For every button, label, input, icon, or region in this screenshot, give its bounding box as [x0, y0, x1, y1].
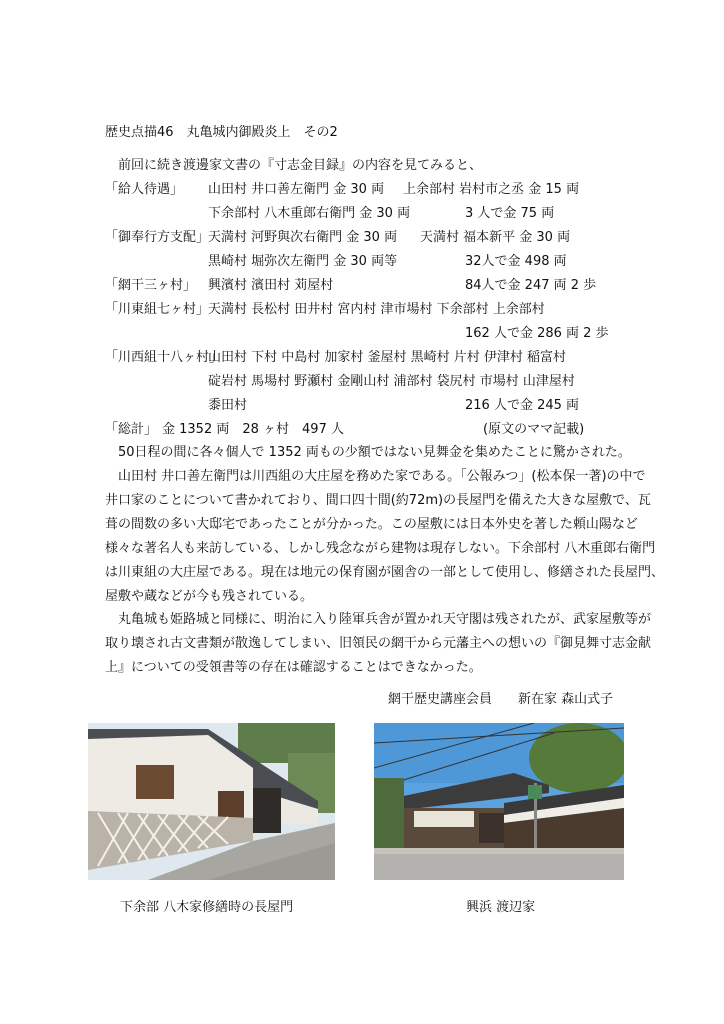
list-entry: 下余部村 八木重郎右衛門 金 30 両	[208, 206, 411, 221]
photo-caption-right: 興浜 渡辺家	[466, 900, 536, 915]
list-entry: 天満村 河野與次右衛門 金 30 両	[208, 230, 398, 245]
category-label: 「川東組七ヶ村」	[105, 302, 210, 317]
body-line: 50日程の間に各々個人で 1352 両もの少額ではない見舞金を集めたことに驚かされた。	[118, 445, 631, 460]
list-entry: 興濱村 濱田村 苅屋村	[208, 278, 334, 293]
list-entry: 山田村 井口善左衛門 金 30 両	[208, 182, 385, 197]
body-line: 様々な著名人も来訪している、しかし残念ながら建物は現存しない。下余部村 八木重郎右衛門	[105, 541, 656, 556]
subtotal: 32人で金 498 両	[465, 254, 567, 269]
body-line: 上』についての受領書等の存在は確認することはできなかった。	[105, 660, 482, 675]
nagayamon-illustration	[88, 723, 335, 880]
subtotal: 84人で金 247 両 2 歩	[465, 278, 597, 293]
subtotal: 162 人で金 286 両 2 歩	[465, 326, 609, 341]
list-entry: 黍田村	[208, 398, 248, 413]
list-entry: 天満村 福本新平 金 30 両	[420, 230, 571, 245]
intro-text: 前回に続き渡邊家文書の『寸志金目録』の内容を見てみると、	[118, 158, 483, 173]
body-line: 丸亀城も姫路城と同様に、明治に入り陸軍兵舎が置かれ天守閣は残されたが、武家屋敷等が	[118, 612, 652, 627]
category-label: 「川西組十八ヶ村」	[105, 350, 223, 365]
photo-watanabe-house	[374, 723, 624, 880]
watanabe-house-illustration	[374, 723, 624, 880]
category-label: 「給人待遇」	[105, 182, 184, 197]
photo-caption-left: 下余部 八木家修繕時の長屋門	[120, 900, 294, 915]
grand-total: 金 1352 両 28 ヶ村 497 人	[162, 422, 344, 437]
author-credit: 網干歴史講座会員 新在家 森山式子	[388, 692, 614, 707]
body-line: 取り壊され古文書類が散逸してしまい、旧領民の網干から元藩主への想いの『御見舞寸志金献	[105, 636, 652, 651]
list-entry: 碇岩村 馬場村 野瀬村 金剛山村 浦部村 袋尻村 市場村 山津屋村	[208, 374, 575, 389]
list-entry: 山田村 下村 中島村 加家村 釜屋村 黒崎村 片村 伊津村 稲富村	[208, 350, 567, 365]
source-note: (原文のママ記載)	[483, 422, 585, 437]
body-line: は川東組の大庄屋である。現在は地元の保育園が園舎の一部として使用し、修繕された長屋門、	[105, 565, 665, 580]
category-label: 「網干三ヶ村」	[105, 278, 197, 293]
body-line: 葺の間数の多い大邸宅であったことが分かった。この屋敷には日本外史を著した頼山陽など	[105, 517, 638, 532]
body-line: 屋敷や蔵などが今も残されている。	[105, 589, 314, 604]
body-line: 山田村 井口善左衛門は川西組の大庄屋を務めた家である。「公報みつ」(松本保一著)の中で	[118, 469, 646, 484]
list-entry: 天満村 長松村 田井村 宮内村 津市場村 下余部村 上余部村	[208, 302, 545, 317]
article-heading: 歴史点描46 丸亀城内御殿炎上 その2	[105, 125, 338, 140]
subtotal: 3 人で金 75 両	[465, 206, 555, 221]
list-entry: 黒崎村 堀弥次左衛門 金 30 両等	[208, 254, 398, 269]
category-label: 「御奉行方支配」	[105, 230, 210, 245]
category-label: 「総計」	[105, 422, 158, 437]
photo-nagayamon	[88, 723, 335, 880]
list-entry: 上余部村 岩村市之丞 金 15 両	[403, 182, 580, 197]
body-line: 井口家のことについて書かれており、間口四十間(約72m)の長屋門を備えた大きな屋敷で、瓦	[105, 493, 651, 508]
subtotal: 216 人で金 245 両	[465, 398, 580, 413]
